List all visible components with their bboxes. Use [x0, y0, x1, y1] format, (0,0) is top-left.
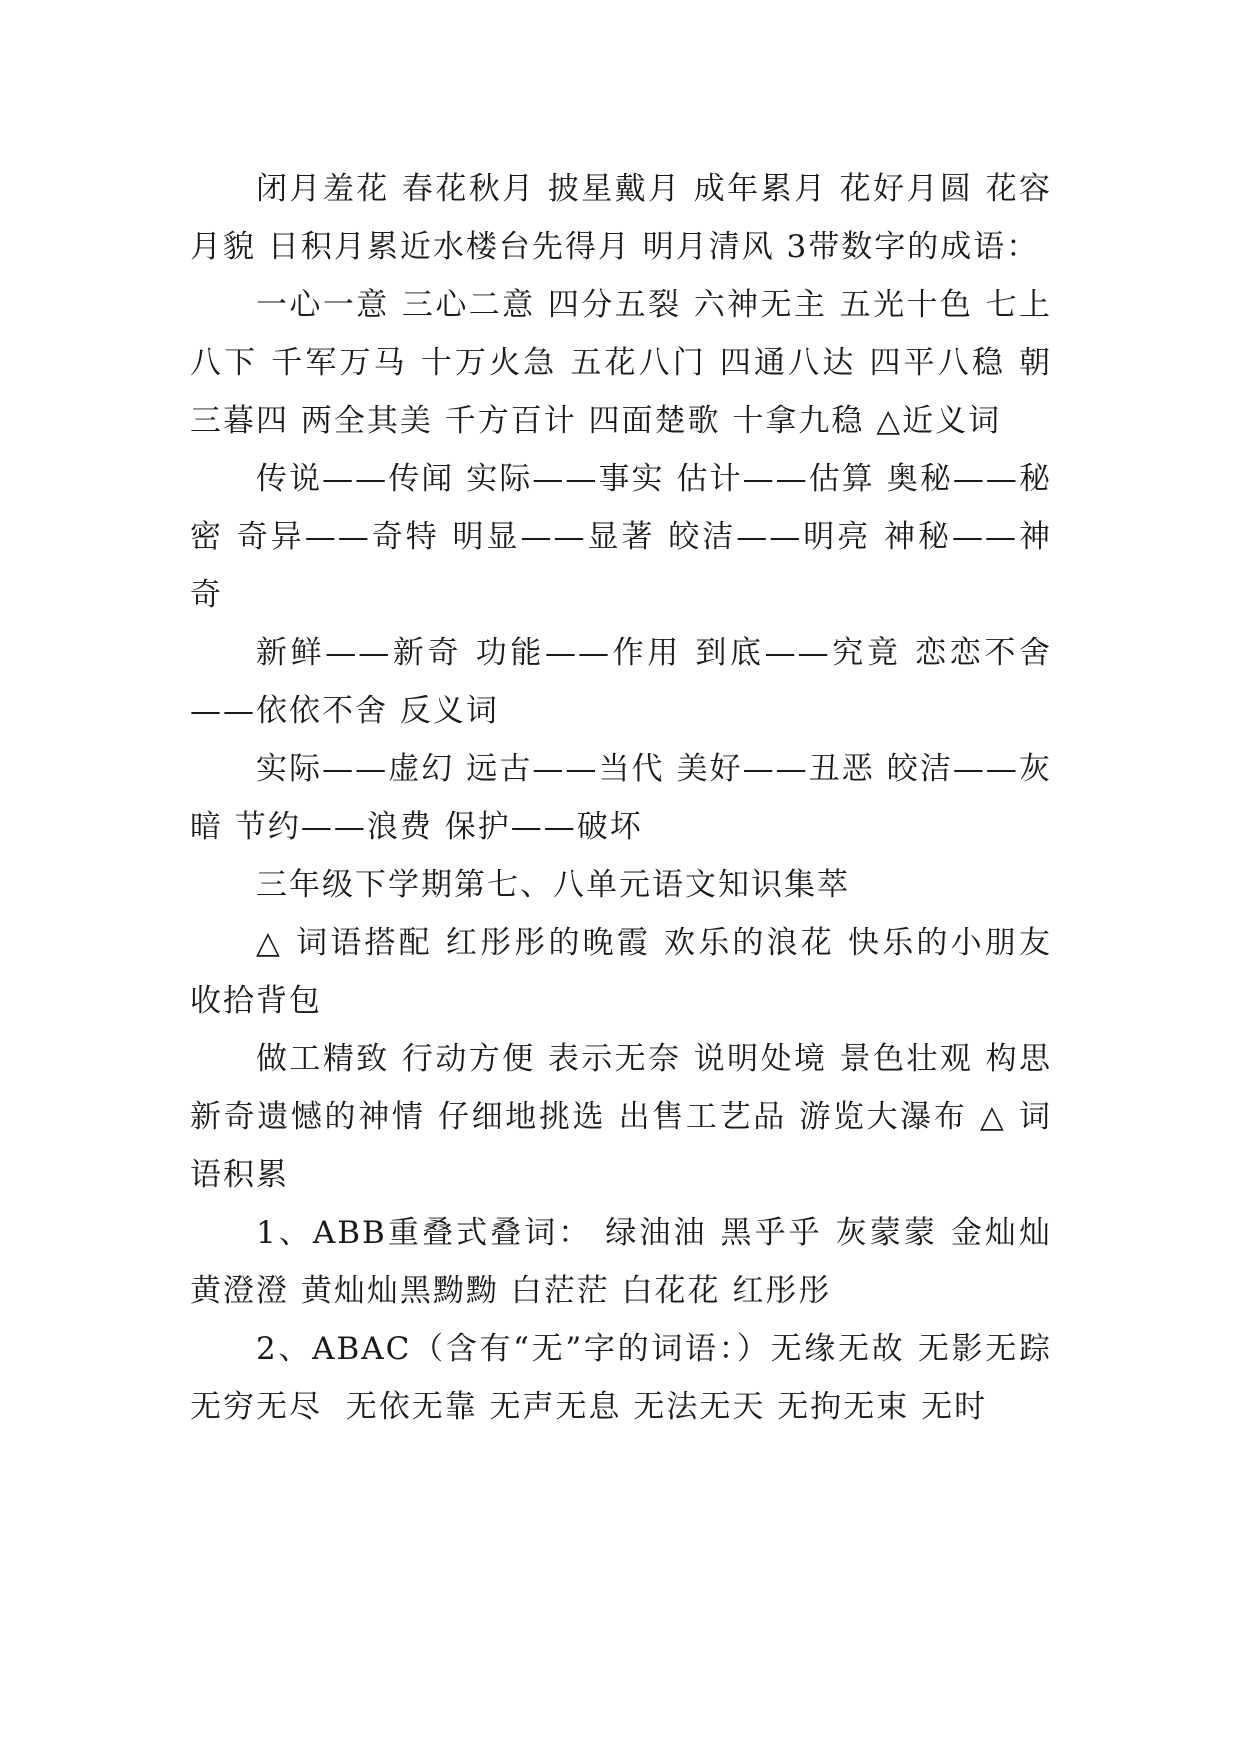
- document-body: [190, 160, 1064, 1436]
- paragraph-antonyms: 实际——虚幻 远古——当代 美好——丑恶 皎洁——灰暗 节约——浪费 保护——破坏: [190, 751, 1052, 845]
- paragraph-abac-words: 2、ABAC（含有“无”字的词语：）无缘无故 无影无踪 无穷无尽 无依无靠 无声无息 无法无天 无拘无束 无时: [190, 1331, 1064, 1425]
- paragraph-idioms-numbers: 一心一意 三心二意 四分五裂 六神无主 五光十色 七上八下 千军万马 十万火急 五花八门 四通八达 四平八稳 朝三暮四 两全其美 千方百计 四面楚歌 十拿九稳 △近义词: [190, 287, 1052, 439]
- paragraph-word-pairing: △ 词语搭配 红彤彤的晚霞 欢乐的浪花 快乐的小朋友 收拾背包: [190, 925, 1064, 1019]
- paragraph-idioms-moon: 闭月羞花 春花秋月 披星戴月 成年累月 花好月圆 花容月貌 日积月累近水楼台先得月 明月清风 3带数字的成语：: [190, 171, 1052, 265]
- paragraph-word-pairing-2: 做工精致 行动方便 表示无奈 说明处境 景色壮观 构思新奇遗憾的神情 仔细地挑选 出售工艺品 游览大瀑布 △ 词语积累: [190, 1041, 1052, 1193]
- paragraph-synonyms-1: 传说——传闻 实际——事实 估计——估算 奥秘——秘密 奇异——奇特 明显——显著 皎洁——明亮 神秘——神奇: [190, 461, 1052, 613]
- section-heading: 三年级下学期第七、八单元语文知识集萃: [256, 867, 850, 903]
- paragraph-synonyms-2: 新鲜——新奇 功能——作用 到底——究竟 恋恋不舍——依依不舍 反义词: [190, 635, 1052, 729]
- paragraph-abb-words: 1、ABB重叠式叠词： 绿油油 黑乎乎 灰蒙蒙 金灿灿 黄澄澄 黄灿灿黑黝黝 白茫茫 白花花 红彤彤: [190, 1215, 1064, 1309]
